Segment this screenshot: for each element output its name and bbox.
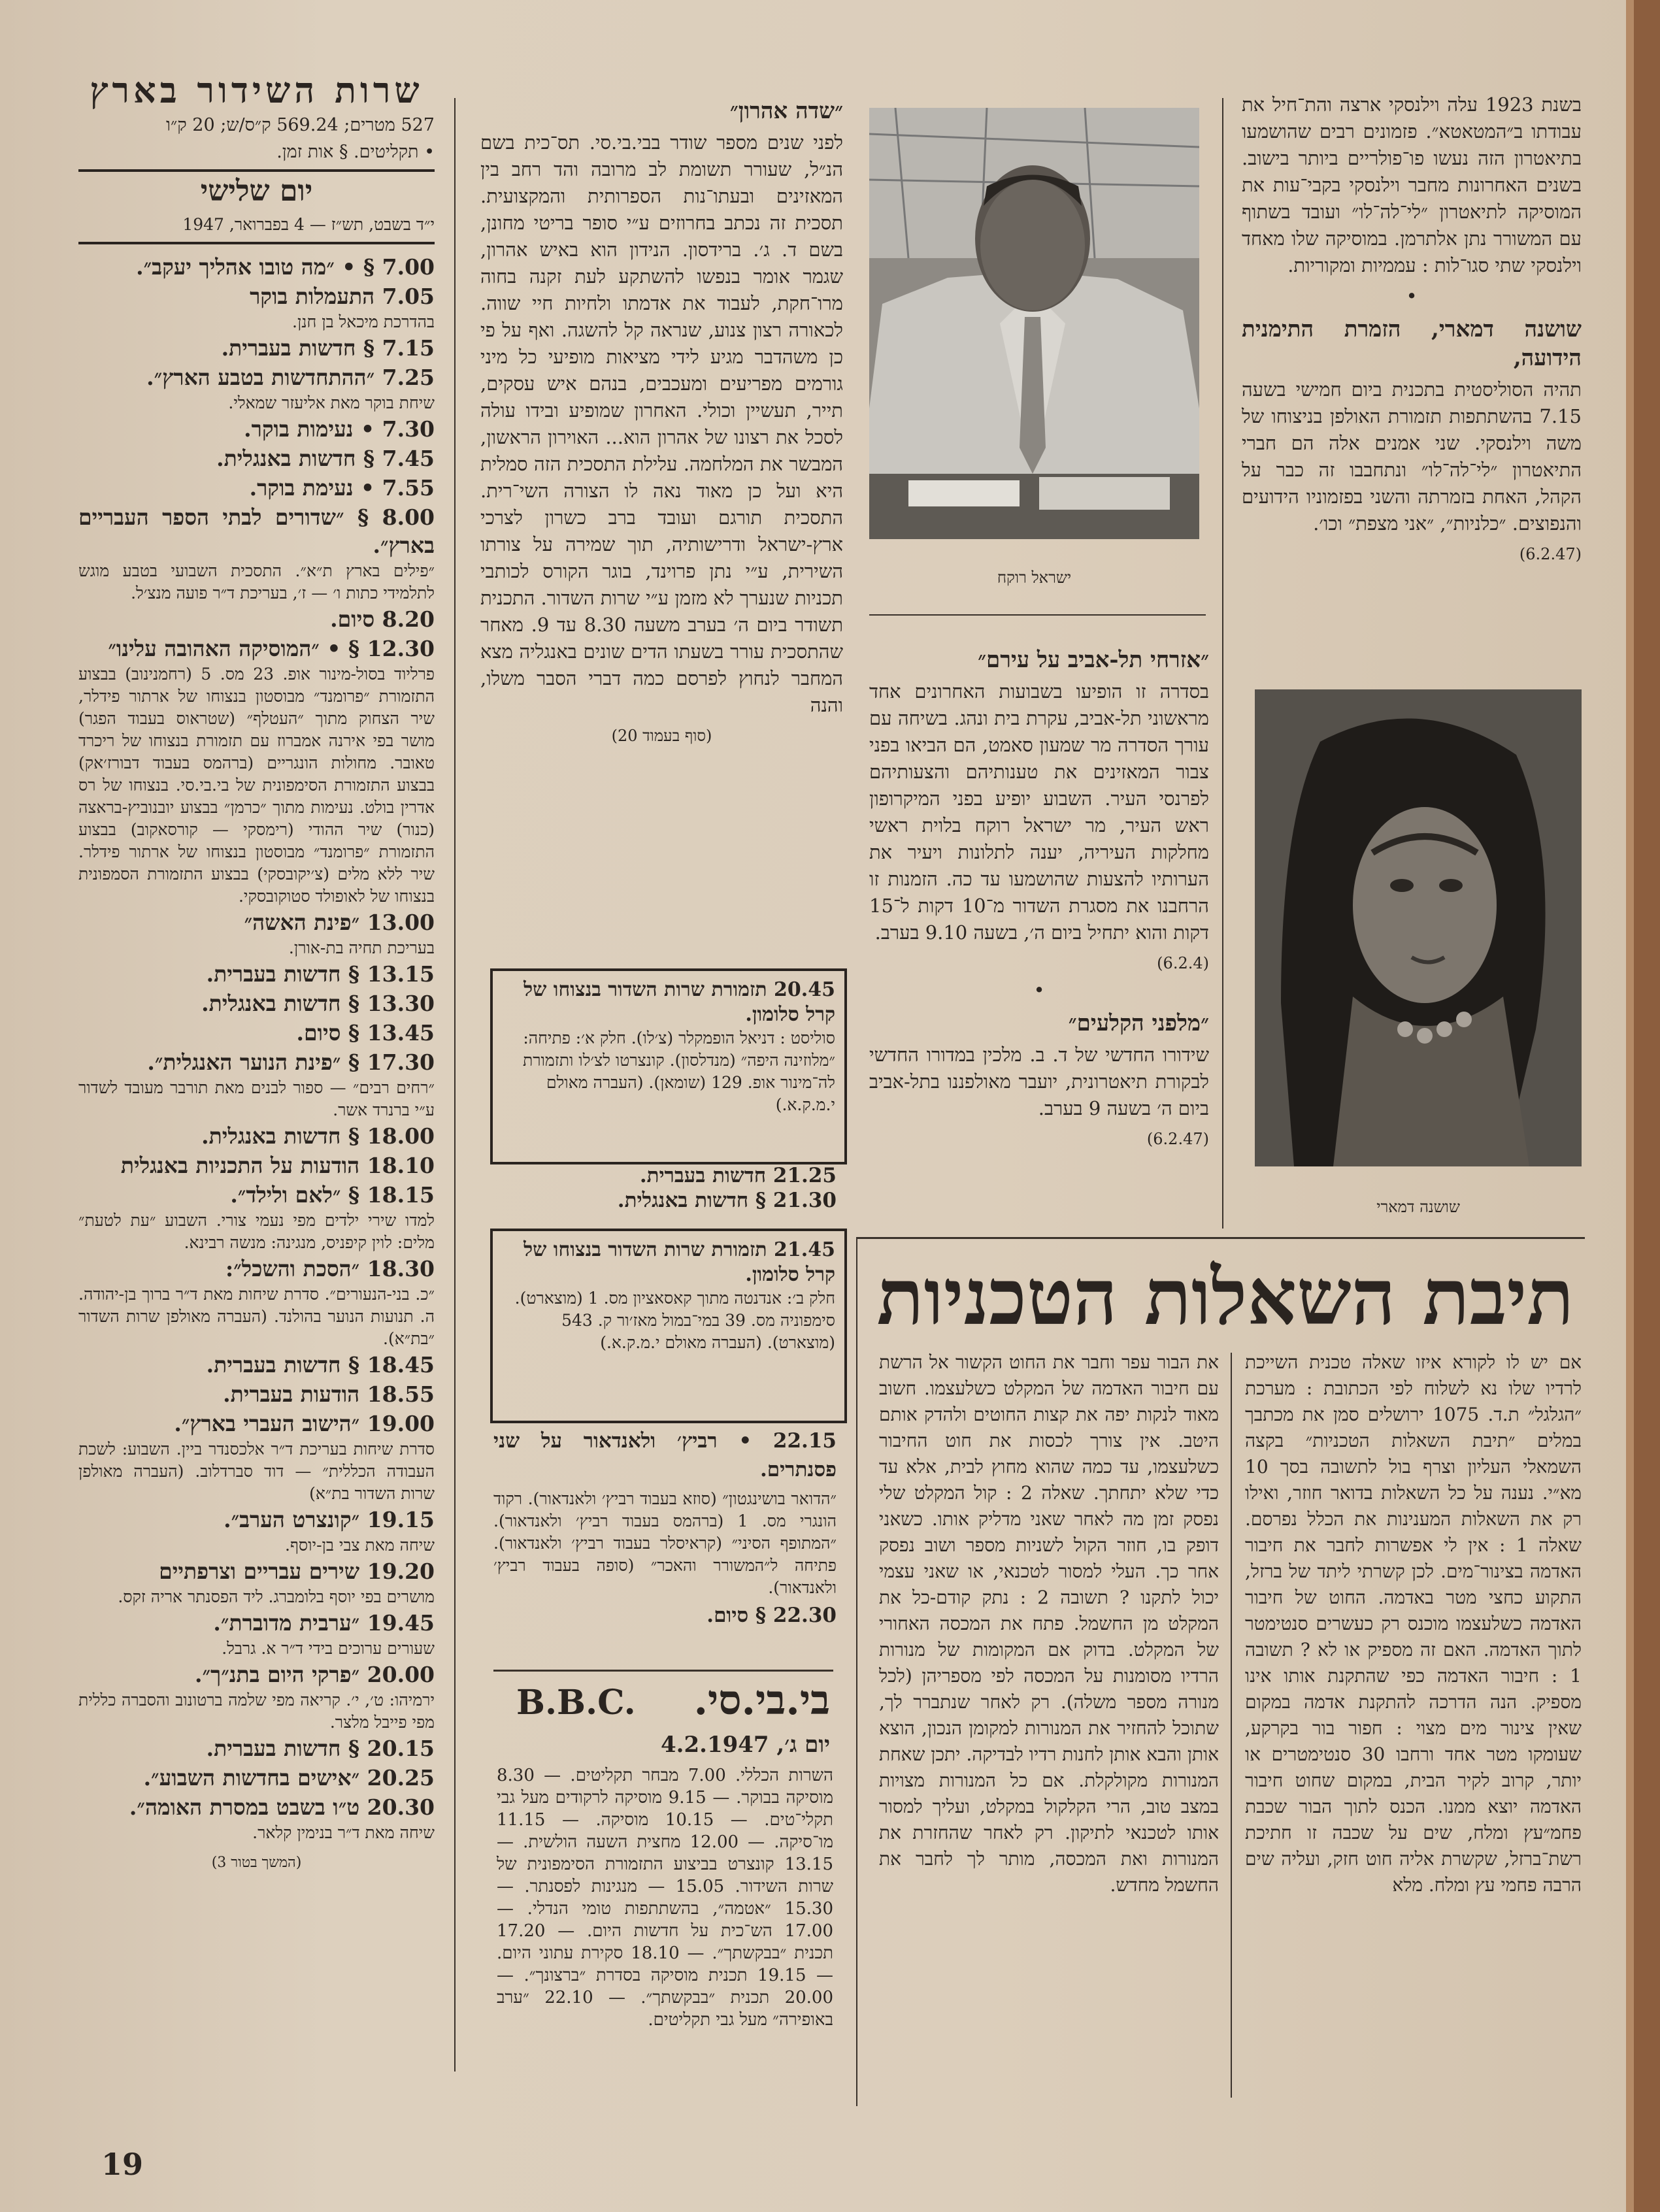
schedule-item (78, 990, 435, 1018)
box1-head: 20.45 תזמורת שרות השדור בנצוחו של קרל סלומון. (523, 978, 835, 1026)
schedule-item-title: 7.00 § • ״מה טובו אהליך יעקב״. (136, 254, 435, 280)
schedule-item-title: 7.05 התעמלות בוקר (250, 284, 435, 309)
schedule-item (78, 1049, 435, 1121)
column-rule-2 (1222, 98, 1223, 1229)
qa-left-text: את הבור עפר וחבר את החוט הקשור אל הרשת עם חיבור האדמה של המקלט כשלעצמו. חשוב מאוד לנקות יפה את קצות החוטים ולהדק אותם היטב. אין צורך לכסות את חוט החיבור כשלעצמו, עד כמה שהוא מחוץ לבית, אלא עד כדי שלא יתחתך. שאלה 2 : קול המקלט שלי נפסק זמן מה לאחר שאני מדליק אותו. כשאני דופק בו, חוזר הקול לשניות מספר ושוב נפסק אחר כך. העלי למסור לטכנאי, או שאני עצמי יכול לתקנו ? תשובה 2 : נתק קודם-כל את המקלט מן החשמל. פתח את המכסה האחורי של המקלט. בדוק אם המקומות של מנורות הרדיו מסומנות על המכסה לפי מספריהן (לכל מנורה מספר משלה). רק לאחר שנתברר לך, שתוכל להחזיר את המנורות למקומן הנכון, הוצא אותן והבא אותן לחנות רדיו לבדיקה. יתכן שאחת המנורות מקולקלת. אם כל המנורות מצויות במצב טוב, הרי הקלקול במקלט, ועליך למסור אותו לטכנאי לתיקון. רק לאחר שהחזרת את המנורות ואת המכסה, מותר לך לחבר את החשמל מחדש. (879, 1351, 1219, 1896)
schedule-item-desc: שעורים ערוכים בידי ד״ר א. גרבל. (222, 1639, 435, 1658)
schedule-item-desc: ״רחים רבים״ — ספור לבנים מאת תורבר מעובד לשדור ע״י ברנרד אשר. (78, 1078, 435, 1119)
schedule-item (78, 1410, 435, 1505)
qa-frame-left (856, 1237, 857, 2106)
schedule-item-title: 12.30 § • ״המוסיקה האהובה עלינו״ (108, 636, 435, 661)
qa-top-rule (856, 1237, 1585, 1239)
schedule-item (78, 335, 435, 363)
bbc-title-he: בי.בי.סי. (693, 1676, 830, 1724)
box2-head: 21.45 תזמורת שרות השדור בנצוחו של קרל סלומון. (523, 1238, 835, 1286)
page-number: 19 (101, 2147, 144, 2182)
divider-dot: • (1033, 979, 1045, 1001)
frequency-line: 527 מטרים; 569.24 ק״ס/ש; 20 ק״ו (166, 115, 435, 135)
schedule-item-desc: פרליוד בסול-מינור אופ. 23 מס. 5 (רחמנינוב) בבצוע התזמורת ״פרומנד״ מבוסטון בנצוחו של ארתור פידלר, שיר הצחוק מתוך ״העטלף״ (שטראוס בעבוד הפגר) מושר בפי אירנה אמברוז עם תזמורת בנצוחו של ריכרד טאובר. מחולות הונגריים (ברהמס בעבוד דבורז׳אק) בבצוע התזמורת הסימפונית של בי.בי.סי. בנצוחו של רס אדרין בולט. נעימות מתוך ״כרמן״ בבצוע יובנוביץ-בראצה (כנור) שיר ההודי (רימסקי — קורסאקוב) בבצוע התזמורת ״פרומנד״ מבוסטון בנצוחו של ארתור פידלר. שיר ללא מלים (צ׳יקובסקי) בבצוע התזמורת הסמפונית בנצוחו של לאופולד סטוקובסקי. (78, 665, 435, 906)
schedule-item (78, 445, 435, 473)
schedule-item-title: 19.00 ״הישוב העברי בארץ״. (174, 1411, 435, 1436)
continued-note: (המשך בטור 3) (211, 1855, 302, 1871)
schedule-item (78, 474, 435, 503)
article-body-backstage: שידורו החדשי של ד. ב. מלכין במדורו החדשי לבקורת תיאטרונית, יועבר מאולפננו בתל-אביב ביום ה׳ בשעה 9 בערב. (869, 1044, 1209, 1119)
schedule-item (78, 1019, 435, 1048)
bbc-rule (493, 1670, 833, 1672)
item-2215-head: 22.15 • רביץ׳ ולאנדאור על שני פסנתרים. (493, 1429, 837, 1481)
concert-box-2 (490, 1229, 847, 1423)
schedule-item (78, 1558, 435, 1608)
schedule-item-title: 20.30 ט״ו בשבט במסרת האומה״. (129, 1794, 435, 1820)
schedule-item (78, 1181, 435, 1254)
item-2215 (493, 1421, 837, 1663)
schedule-item-title: 20.15 § חדשות בעברית. (206, 1736, 435, 1761)
day-date: י״ד בשבט, תש״ז — 4 בפברואר, 1947 (78, 211, 435, 244)
right-column (1242, 91, 1582, 667)
article-continued: (סוף בעמוד 20) (611, 727, 712, 745)
schedule-item-title: 13.15 § חדשות בעברית. (206, 961, 435, 987)
article-title-sde-aharon: ״שדה אהרון״ (729, 98, 843, 124)
schedule-item (78, 1123, 435, 1151)
bbc-body (497, 1764, 833, 2130)
schedule-item-title: 18.30 ״הסכת והשכל״: (225, 1256, 435, 1281)
concert-box-1 (490, 968, 847, 1164)
divider-dot-2: • (1406, 285, 1418, 307)
schedule-item (78, 606, 435, 634)
bbc-title-en: B.B.C. (516, 1683, 636, 1723)
schedule-item (78, 1794, 435, 1844)
caption-damari: שושנה דמארי (1376, 1198, 1460, 1216)
schedule-item (78, 1152, 435, 1180)
center-rule-1 (869, 614, 1206, 616)
schedule-item (78, 1351, 435, 1379)
article-body-damari: תהיה הסוליסטית בתכנית ביום חמישי בשעה 7.15 בהשתתפות תזמורת האולפן בניצוחו של משה וילנסקי. שני אמנים אלה הם חברי התיאטרון ״לי־לה־לו״ ונתחבבו זה כבר על הקהל, האחת בזמרתה והשני בפזמוניו הידועים והנפוצים. ״כלניות״, ״אני מצפת״ וכו׳. (1242, 378, 1582, 535)
article-ref-damari: (6.2.47) (1519, 545, 1582, 563)
schedule-item (78, 283, 435, 333)
schedule-item-title: 18.00 § חדשות באנגלית. (201, 1123, 435, 1149)
schedule-item-desc: ״פילים בארץ ת״א״. התסכית השבועי בטבע מוגש לתלמידי כתות ו׳ — ז׳, בעריכת ד״ר פועה מנצ׳ל. (78, 561, 435, 603)
column-rule (454, 98, 456, 2072)
schedule-masthead: שרות השידור בארץ (90, 69, 423, 111)
news-2130: 21.30 § חדשות באנגלית. (617, 1189, 837, 1212)
schedule-item-title: 18.55 הודעות בעברית. (223, 1381, 435, 1407)
article-ref-citizens: (6.2.4) (1157, 954, 1209, 972)
article-body-sde-aharon: לפני שנים מספר שודר בבי.בי.סי. תס־כית בשם הנ״ל, שעורר תשומת לב מרובה והד רחב בין המאזינים ובעתו־נות הספרותית והמקצועית. תסכית זה נכתב בחרוזים ע״י סופר בריטי מחונן, בשם ד. ג׳. ברידסון. הנידון הוא באיש אהרון, שגמר אומר בנפשו להשתקע לעת זקנה בחוה מרו־חקת, לעבוד את אדמתו ולחיות חיי שווה. לכאורה רצון צנוע, שנראה קל להשגה. ואף על פי כן משהדבר מגיע לידי מציאות מופיעי כל מיני גורמים מפריעים ומעכבים, בנהם איש עסקים, תייר, תעשיין וכולי. האחרון שמופיע ובידו עולה לסכל את רצונו של אהרון הוא... האוירון הראשון, המבשר את המלחמה. עלילת התסכית הזה סמלית היא ועל כן מאוד נאה לו הצורה השי־רית. התסכית תורגם ועובד ברב כשרון לצרכי ארץ-ישראל ודרישותיה, תוך שמירה על צורתו השירית, ע״י נתן פרוינד, בוגר הקורס לכותבי תכניות שנערך לא מזמן ע״י שרות השדור. התכנית תשודר ביום ה׳ בערב משעה 8.30 עד 9. מאחר שהתסכית עורר בשעתו הדים שונים באנגליה מצא המחבר לנחוץ לפרסם כמה דברי הסבר משלו, והנה (480, 131, 843, 716)
qa-column-right (1245, 1349, 1582, 2101)
schedule-item (78, 416, 435, 444)
schedule-item-desc: ירמיהו: ט׳, י׳. קריאה מפי שלמה ברטונוב והסברה כללית מפי פייבל מלצר. (78, 1691, 435, 1732)
schedule-list (78, 254, 435, 1844)
schedule-item (78, 635, 435, 908)
schedule-item-title: 7.25 ״ההתחדשות בטבע הארץ״. (146, 365, 435, 390)
schedule-item-desc: למדו שירי ילדים מפי נעמי צורי. השבוע ״עת לטעת״ מלים: לוין קיפניס, מנגינה: מנשה רבינא. (78, 1211, 435, 1252)
schedule-item-title: 7.55 • נעימת בוקר. (249, 475, 435, 501)
schedule-item-title: 7.15 § חדשות בעברית. (221, 335, 435, 361)
schedule-item-desc: מושרים בפי יוסף בלומברג. ליד הפסנתר אריה זקס. (118, 1587, 435, 1606)
schedule-item-desc: שיחת בוקר מאת אליעזר שמאלי. (228, 393, 435, 412)
schedule-item (78, 254, 435, 282)
day-title: יום שלישי (200, 174, 313, 208)
schedule-item-title: 18.15 § ״לאם ולילד״. (230, 1182, 435, 1208)
article-ref-backstage: (6.2.47) (1146, 1130, 1209, 1148)
mid-news (497, 1163, 837, 1222)
schedule-item-title: 7.45 § חדשות באנגלית. (216, 446, 435, 471)
photo-shoshana-damari (1255, 689, 1582, 1166)
schedule-item-title: 18.10 הודעות על התכניות באנגלית (120, 1153, 435, 1178)
wilensky-intro: בשנת 1923 עלה וילנסקי ארצה והת־חיל את עבודתו ב״המטאטא״. פזמונים רבים שהושמעו בתיאטרון הזה נעשו פו־פולריים ביותר בישוב. בשנים האחרונות מחבר וילנסקי בקבי־עות את המוסיקה לתיאטרון ״לי־לה־לו״ ועובד בשתוף עם המשורר נתן אלתרמן. במוסיקה שלו מאחד וילנסקי שתי סגו־לות : עממיות ומקוריות. (1242, 93, 1582, 276)
schedule-item-title: 7.30 • נעימות בוקר. (244, 416, 435, 442)
binding-edge (1634, 0, 1660, 2212)
schedule-item-desc: סדרת שיחות בעריכת ד״ר אלכסנדר ביין. השבוע: לשכת העבודה הכללית״ — דוד סברדלוב. (העברה מאולפן שרות השדור בת״א) (78, 1440, 435, 1503)
schedule-item-desc: בהדרכת מיכאל בן חנן. (292, 312, 435, 331)
schedule-item-title: 8.20 סיום. (330, 606, 435, 632)
schedule-item-desc: שיחה מאת ד״ר בנימין קלאר. (252, 1823, 435, 1842)
schedule-item (78, 504, 435, 604)
schedule-item (78, 1255, 435, 1350)
end-2230: 22.30 § סיום. (706, 1604, 837, 1627)
article-title-citizens: ״אזרחי תל-אביב על עירם״ (978, 647, 1209, 673)
schedule-item-title: 18.45 § חדשות בעברית. (206, 1352, 435, 1378)
page-edge (1626, 0, 1634, 2212)
box2-body: חלק ב׳: אנדנטה מתוך קאסאציון מס. 1 (מוצארט). סימפוניה מס. 39 במי־במול מאז׳ור ק. 543 (מוצארט). (העברה מאולם י.מ.ק.א.) (514, 1289, 835, 1352)
schedule-item (78, 1661, 435, 1734)
bbc-date: יום ג׳, 4.2.1947 (660, 1732, 830, 1758)
qa-column-rule (1231, 1353, 1232, 2098)
article-title-damari: שושנה דמארי, הזמרת התימנית הידועה, (1242, 316, 1582, 371)
schedule-item-desc: ״כ. בני-הנעורים״. סדרת שיחות מאת ד״ר ברוך בן-יהודה. ה. תנועות הנוער בהולנד. (העברה מאולפן שרות השדור ״בת״א). (78, 1285, 435, 1348)
schedule-item (78, 1609, 435, 1660)
portrait-rokach-image (869, 108, 1199, 539)
center-articles (869, 640, 1209, 1222)
schedule-item (78, 364, 435, 414)
qa-right-text: אם יש לו לקורא איזו שאלה טכנית השייכת לרדיו שלו נא לשלוח לפי הכתובת : מערכת ״הגלגל״ ת.ד. 1075 ירושלים סמן את מכתבך במלים ״תיבת השאלות הטכניות״ בקצה השמאלי העליון וצרף בול לתשובה בסך 10 מא״י. נענה על כל השאלות בדואר חוזר, ואילו רק את השאלות המענינות את הכלל נפרסם. שאלה 1 : אין לי אפשרות לחבר את חיבור האדמה בצינור־מים. לכן קשרתי ליתד של ברזל, התקוע כחצי מטר באדמה. החוט של חיבור האדמה כשלעצמו מוכנס רק כעשרים סנטימטר לתוך האדמה. האם זה מספיק או לא ? תשובה 1 : חיבור האדמה כפי שהתקנת אותו אינו מספיק. הנה הדרכה להתקנת אדמה במקום שאין צינור מים מצוי : חפור בור בקרקע, שעומקו מטר אחד ורחבו 30 סנטימטרים או יותר, קרוב לקיר הבית, במקום שחוט חיבור האדמה יוצא ממנו. הכנס לתוך הבור שכבת פחמ״עץ ומלח, שים על שכבה זו חתיכת רשת־ברזל, שקשרת אליה חוט חזק, ועליה שים הרבה פחמי עץ ומלח. מלא (1245, 1351, 1582, 1896)
schedule-item-title: 13.30 § חדשות באנגלית. (201, 991, 435, 1016)
schedule-item (78, 1735, 435, 1763)
schedule-column (78, 69, 435, 2134)
schedule-item-title: 13.00 ״פינת האשה״ (244, 910, 435, 935)
schedule-item-title: 20.25 ״אישים בחדשות השבוע״. (143, 1765, 435, 1791)
schedule-item-desc: שיחה מאת צבי בן-יוסף. (285, 1536, 435, 1555)
schedule-item-title: 20.00 ״פרקי היום בתנ״ך״. (194, 1662, 435, 1687)
qa-column-left (879, 1349, 1219, 2101)
schedule-item (78, 961, 435, 989)
article-title-backstage: ״מלפני הקלעים״ (1068, 1010, 1209, 1036)
middle-column (480, 91, 843, 954)
photo-israel-rokach (869, 108, 1199, 539)
qa-title: תיבת השאלות הטכניות (876, 1251, 1574, 1342)
schedule-item-title: 8.00 § ״שדורים לבתי הספר העבריים בארץ״. (78, 504, 435, 558)
caption-rokach: ישראל רוקח (997, 569, 1072, 587)
portrait-damari-image (1255, 689, 1582, 1166)
bbc-body-text: השרות הכללי. 7.00 מבחר תקליטים. — 8.30 מוסיקה בבוקר. — 9.15 מוסיקה לרקודים מעל גבי תקלי־טים. — 10.15 מוסיקה. — 11.15 מו־סיקה. — 12.00 מחצית השעה הולשית. — 13.15 קונצרט בביצוע התזמורת הסימפונית של שרות השידור. 15.05 — מנגינות לפסנתר. — 15.30 ״אטמה״, בהשתתפות טומי הנדלי. — 17.00 הש־כית על חדשות היום. — 17.20 תכנית ״בבקשתך״. — 18.10 סקירת עתוני היום. — 19.15 תכנית מוסיקה בסדרת ״ברצונך״. — 20.00 תכנית ״בבקשתך״. — 22.10 ״ערב באופירה״ מעל גבי תקליטים. (497, 1766, 833, 2030)
schedule-item-desc: בעריכת תחיה בת-אורן. (288, 938, 435, 957)
schedule-item-title: 19.45 ״ערבית מדוברת״. (213, 1610, 435, 1636)
schedule-item (78, 1381, 435, 1409)
schedule-item-title: 19.15 ״קונצרט הערב״. (224, 1507, 435, 1532)
schedule-item (78, 909, 435, 959)
schedule-item-title: 19.20 שירים עבריים וצרפתיים (159, 1559, 435, 1584)
schedule-item-title: 13.45 § סיום. (296, 1020, 435, 1046)
box1-body: סוליסט : דניאל הופמקלר (צ׳לו). חלק א׳: פתיחה: ״מלוזינה היפה״ (מנדלסון). קונצרטו לצ׳לו ותזמורת לה־מינור אופ. 129 (שומאן). (העברה מאולם י.מ.ק.א.) (523, 1029, 835, 1114)
news-2125: 21.25 חדשות בעברית. (639, 1164, 837, 1187)
schedule-item-title: 17.30 § ״פינת הנוער האנגלית״. (147, 1049, 435, 1075)
schedule-item (78, 1506, 435, 1557)
legend-line: • תקליטים. § אות זמן. (78, 139, 435, 172)
article-body-citizens: בסדרה זו הופיעו בשבועות האחרונים אחד מראשוני תל-אביב, עקרת בית ונהג. בשיחה עם עורך הסדרה מר שמעון סאמט, הם הביאו בפני צבור המאזינים את טענותיהם והצעותיהם לפרנסי העיר. השבוע יופיע בפני המיקרופון ראש העיר, מר ישראל רוקח בלוית ראשי מחלקות העיריה, יענה לתלונות ויעיר את הערותיו להצעות שהושמעו עד כה. הזמנות זו הרחבנו את מסגרת השדור מ־10 דקות ל־15 דקות והוא יתחיל ביום ה׳, בשעה 9.10 בערב. (869, 680, 1209, 944)
schedule-item (78, 1764, 435, 1792)
item-2215-body: ״הדואר בושינגטון״ (סוזא בעבוד רביץ׳ ולאנדאור). רקוד הונגרי מס. 1 (ברהמס בעבוד רביץ׳ ולאנדאור). ״המתופף הסיני״ (קראיסלר בעבוד רביץ׳ ולאנדאור). פתיחה ל״המשורר והאכר״ (סופה בעבוד רביץ׳ ולאנדאור). (493, 1489, 837, 1597)
